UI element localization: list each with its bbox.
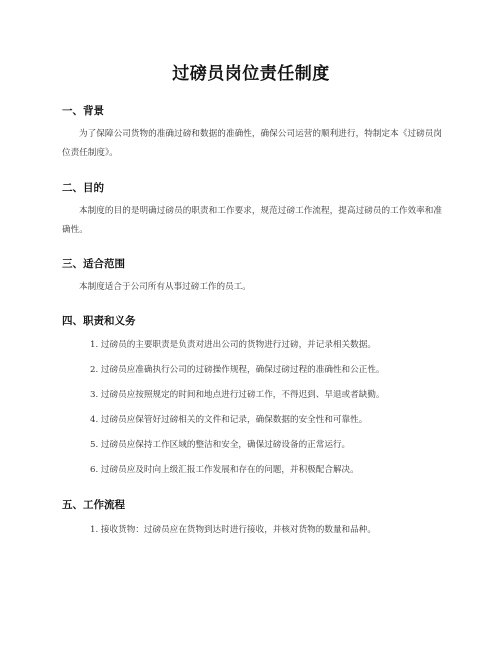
list-item: 2. 过磅员应准确执行公司的过磅操作规程，确保过磅过程的准确性和公正性。 [90, 365, 385, 375]
list-item: 6. 过磅员应及时向上级汇报工作发展和存在的问题，并积极配合解决。 [90, 465, 359, 475]
section-heading-background: 一、背景 [62, 105, 104, 117]
list-item: 5. 过磅员应保持工作区域的整洁和安全，确保过磅设备的正常运行。 [90, 440, 351, 450]
list-item: 4. 过磅员应保管好过磅相关的文件和记录，确保数据的安全性和可靠性。 [90, 415, 368, 425]
section-heading-duties: 四、职责和义务 [62, 315, 136, 327]
document-title: 过磅员岗位责任制度 [172, 64, 330, 84]
list-item: 1. 接收货物：过磅员应在货物到达时进行接收，并核对货物的数量和品种。 [90, 525, 376, 535]
list-item: 3. 过磅员应按照规定的时间和地点进行过磅工作，不得迟到、早退或者缺勤。 [90, 390, 385, 400]
section-paragraph-scope: 本制度适合于公司所有从事过磅工作的员工。 [79, 282, 251, 292]
section-paragraph-purpose: 本制度的目的是明确过磅员的职责和工作要求，规范过磅工作流程，提高过磅员的工作效率和准确性。 [62, 206, 442, 235]
list-item: 1. 过磅员的主要职责是负责对进出公司的货物进行过磅，并记录相关数据。 [90, 340, 376, 350]
section-heading-purpose: 二、目的 [62, 182, 104, 194]
section-heading-scope: 三、适合范围 [62, 258, 125, 270]
section-paragraph-background: 为了保障公司货物的准确过磅和数据的准确性，确保公司运营的顺利进行，特制定本《过磅员岗位责任制度》。 [62, 129, 442, 158]
section-heading-workflow: 五、工作流程 [62, 499, 125, 511]
